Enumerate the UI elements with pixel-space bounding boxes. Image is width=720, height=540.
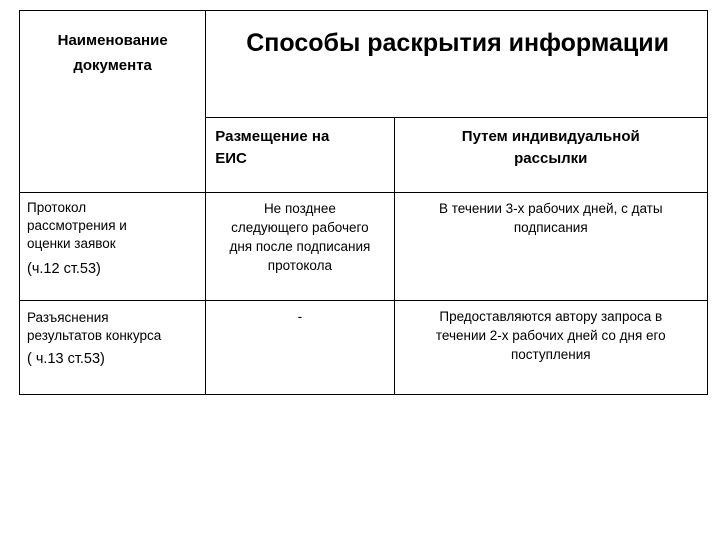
table-row	[20, 301, 708, 395]
row-eis-term	[206, 193, 394, 301]
eis-line: -	[297, 309, 303, 324]
table-row	[20, 193, 708, 301]
doc-line: результатов конкурса	[27, 328, 162, 343]
mail-line: В течении 3-х рабочих дней, с даты	[438, 201, 663, 216]
header-mail-line2: рассылки	[514, 150, 588, 167]
row-document-name	[20, 301, 206, 395]
row-document-name	[20, 193, 206, 301]
table-header-row	[20, 11, 708, 118]
eis-line: Не позднее	[263, 201, 336, 216]
row-mailing-term	[394, 301, 707, 395]
doc-reference: ( ч.13 ст.53)	[27, 351, 105, 367]
header-eis-line2: ЕИС	[215, 150, 247, 167]
disclosure-table-container	[19, 10, 708, 395]
header-eis-placement	[206, 118, 394, 193]
doc-reference: (ч.12 ст.53)	[27, 261, 101, 277]
mail-line: поступления	[510, 347, 591, 362]
doc-line: рассмотрения и	[27, 218, 127, 233]
eis-line: дня после подписания	[229, 239, 371, 254]
header-document-name-line2: документа	[73, 57, 152, 74]
header-document-name-line1: Наименование	[57, 32, 168, 49]
doc-line: Протокол	[27, 200, 87, 215]
disclosure-table	[19, 10, 708, 395]
mail-line: Предоставляются автору запроса в	[439, 309, 663, 324]
mail-line: течении 2-х рабочих дней со дня его	[435, 328, 666, 343]
row-mailing-term	[394, 193, 707, 301]
header-individual-mailing	[394, 118, 707, 193]
header-eis-line1: Размещение на	[215, 128, 330, 145]
header-document-name	[20, 11, 206, 193]
doc-line: оценки заявок	[27, 236, 116, 251]
header-mail-line1: Путем индивидуальной	[461, 128, 640, 145]
eis-line: протокола	[267, 258, 333, 273]
header-disclosure-methods: Способы раскрытия информации	[206, 11, 708, 118]
doc-line: Разъяснения	[27, 310, 109, 325]
mail-line: подписания	[513, 220, 588, 235]
eis-line: следующего рабочего	[231, 220, 369, 235]
row-eis-term	[206, 301, 394, 395]
